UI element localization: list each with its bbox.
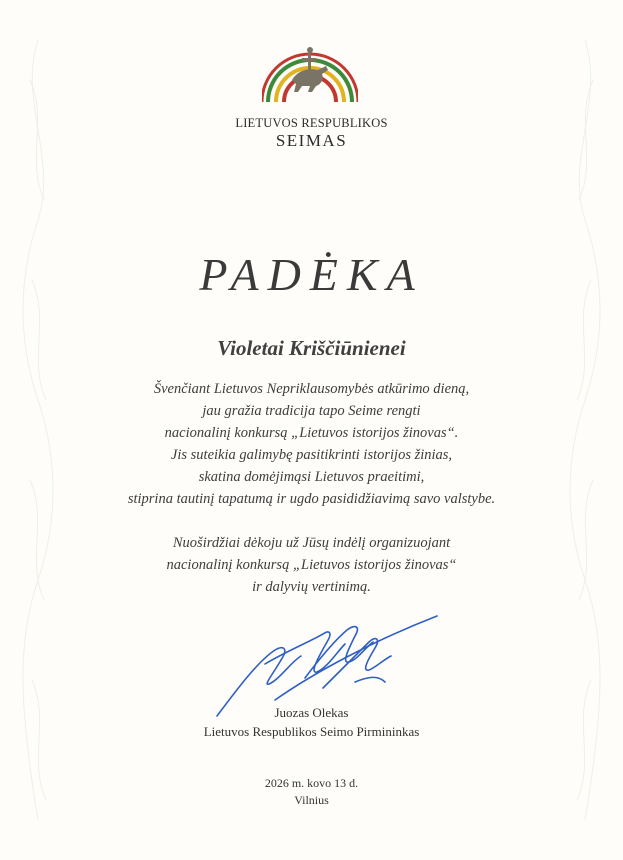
issue-place: Vilnius <box>294 793 329 807</box>
text-line: skatina domėjimąsi Lietuvos praeitimi, <box>198 469 425 485</box>
institution-name-line1: LIETUVOS RESPUBLIKOS <box>235 116 388 130</box>
signer-title: Lietuvos Respublikos Seimo Pirmininkas <box>203 724 420 739</box>
text-line: Nuoširdžiai dėkoju už Jūsų indėlį organizuojant <box>172 535 451 551</box>
text-line: nacionalinį konkursą „Lietuvos istorijos žinovas“ <box>166 557 457 573</box>
body-paragraph-1 <box>40 378 583 510</box>
text-line: Jis suteikia galimybę pasitikrinti istorijos žinias, <box>170 447 453 463</box>
body-paragraph-2 <box>40 532 583 598</box>
certificate-title: PADĖKA <box>199 249 424 300</box>
seimas-emblem-icon <box>262 40 358 104</box>
signer-name: Juozas Olekas <box>274 705 349 720</box>
text-line: nacionalinį konkursą „Lietuvos istorijos žinovas“. <box>164 425 459 441</box>
text-line: Švenčiant Lietuvos Nepriklausomybės atkūrimo dieną, <box>153 381 470 397</box>
text-line: ir dalyvių vertinimą. <box>252 579 371 595</box>
institution-name-line2: SEIMAS <box>275 131 348 150</box>
issue-date: 2026 m. kovo 13 d. <box>264 776 359 790</box>
text-line: jau gražia tradicija tapo Seime rengti <box>202 403 421 419</box>
text-line: stiprina tautinį tapatumą ir ugdo pasididžiavimą savo valstybe. <box>127 491 496 507</box>
recipient-name: Violetai Kriščiūnienei <box>217 336 406 360</box>
